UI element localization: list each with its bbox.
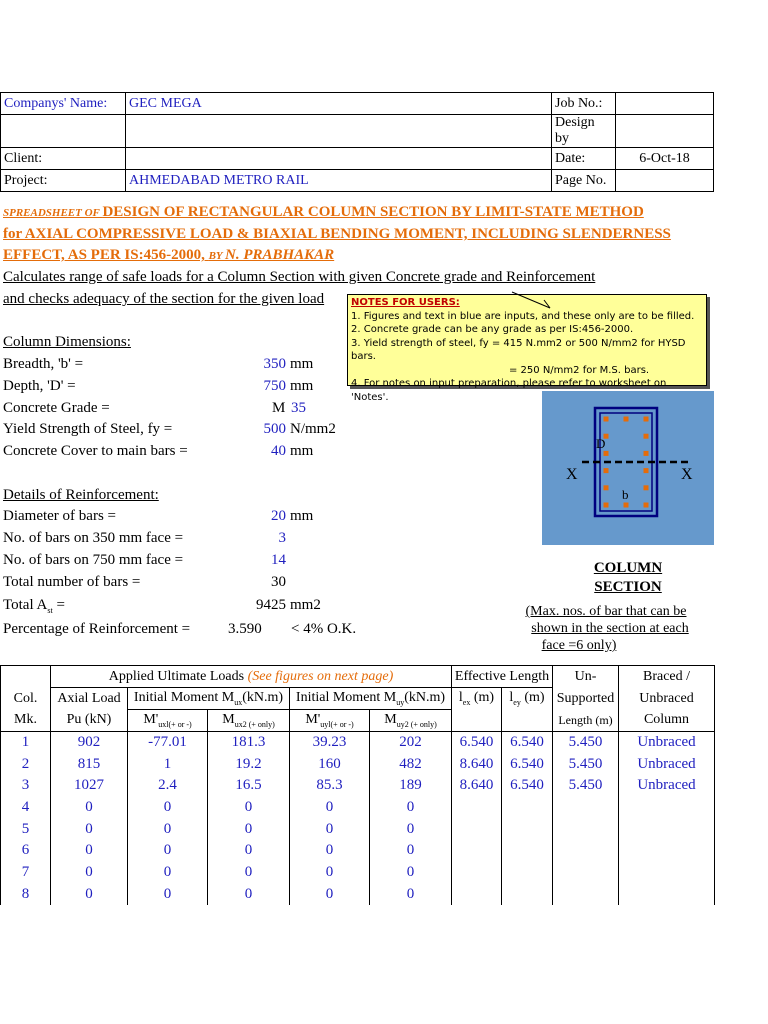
column-section-drawing [542, 391, 714, 545]
cell-mux1[interactable]: 0 [128, 862, 208, 884]
cell-braced[interactable]: Unbraced [619, 775, 715, 797]
cell-muy1[interactable]: 0 [290, 797, 370, 819]
applied-loads-header [51, 666, 452, 688]
bar-diameter-label: Diameter of bars = [3, 508, 116, 524]
description-line-1: Calculates range of safe loads for a Column Section with given Concrete grade and Reinforcement [3, 269, 596, 285]
cell-lun[interactable]: 5.450 [553, 775, 619, 797]
muy2-header-text: M [384, 712, 397, 728]
cell-lex[interactable] [452, 883, 502, 905]
bars-350-face-value[interactable]: 3 [278, 530, 286, 546]
cell-muy2[interactable]: 0 [370, 818, 452, 840]
cell-lex[interactable]: 8.640 [452, 753, 502, 775]
mk-header: Mk. [1, 710, 51, 732]
cell-lex[interactable] [452, 797, 502, 819]
cell-muy2[interactable]: 0 [370, 797, 452, 819]
cell-pu[interactable]: 902 [51, 732, 128, 754]
lex-header-blank [452, 710, 502, 732]
concrete-grade-label: Concrete Grade = [3, 400, 110, 416]
cell-lun[interactable] [553, 818, 619, 840]
design-label: Design by [552, 115, 616, 148]
table-row [1, 775, 715, 797]
cell-lex[interactable]: 6.540 [452, 732, 502, 754]
percentage-label: Percentage of Reinforcement = [3, 621, 191, 637]
notes-item-3: 3. Yield strength of steel, fy = 415 N.mm2 or 500 N/mm2 for HYSD bars. [351, 337, 686, 362]
cell-mux1[interactable]: -77.01 [128, 732, 208, 754]
ley-header-pre: l [509, 690, 514, 706]
cell-muy2[interactable]: 0 [370, 883, 452, 905]
cell-mk[interactable]: 2 [1, 753, 51, 775]
cell-mk[interactable]: 8 [1, 883, 51, 905]
rebar-dot [644, 451, 649, 456]
title-by: BY [208, 250, 225, 262]
bar-diameter-unit: mm [290, 508, 314, 524]
notes-item-3b: = 250 N/mm2 for M.S. bars. [509, 364, 650, 376]
notes-item-4: 4. For notes on input preparation, please refer to worksheet on 'Notes'. [351, 378, 667, 403]
table-row [1, 797, 715, 819]
company-spacer-value [126, 115, 552, 148]
cell-lun[interactable] [553, 797, 619, 819]
project-value[interactable]: AHMEDABAD METRO RAIL [126, 170, 552, 192]
bars-750-face-value[interactable]: 14 [271, 552, 286, 568]
cell-lun[interactable] [553, 840, 619, 862]
load-rows [1, 732, 715, 906]
cell-pu[interactable]: 0 [51, 797, 128, 819]
breadth-unit: mm [290, 356, 314, 372]
applied-loads-note: (See figures on next page) [247, 668, 394, 684]
applied-loads-title: Applied Ultimate Loads [108, 668, 248, 684]
ley-header-sub: ey [513, 698, 521, 708]
length-header: Length (m) [553, 710, 619, 732]
date-value[interactable]: 6-Oct-18 [616, 148, 714, 170]
cell-muy1[interactable]: 160 [290, 753, 370, 775]
cell-braced[interactable] [619, 862, 715, 884]
breadth-value[interactable]: 350 [263, 356, 286, 372]
rebar-dot [644, 468, 649, 473]
cell-mux2[interactable]: 0 [208, 840, 290, 862]
company-label: Companys' Name: [1, 93, 126, 115]
concrete-cover-label: Concrete Cover to main bars = [3, 443, 188, 459]
pu-header: Pu (kN) [51, 710, 128, 732]
client-label: Client: [1, 148, 126, 170]
cell-mux2[interactable]: 19.2 [208, 753, 290, 775]
description-line-2: and checks adequacy of the section for the given load [3, 291, 325, 307]
cell-lex[interactable] [452, 818, 502, 840]
applied-loads-table [0, 665, 715, 905]
muy1-header [290, 710, 370, 732]
muy1-header-sub: uyl(+ or -) [320, 719, 354, 729]
cell-lex[interactable]: 8.640 [452, 775, 502, 797]
job-label: Job No.: [552, 93, 616, 115]
cell-braced[interactable]: Unbraced [619, 753, 715, 775]
cell-mux1[interactable]: 0 [128, 883, 208, 905]
total-ast-label-post: = [52, 597, 65, 613]
mux-header-sub: ux [234, 697, 243, 707]
cell-ley[interactable] [502, 862, 553, 884]
title-line-1 [3, 204, 644, 221]
cell-mk[interactable]: 4 [1, 797, 51, 819]
company-spacer [1, 115, 126, 148]
braced-header-1: Braced / [619, 666, 715, 688]
percentage-value: 3.590 [228, 621, 262, 637]
project-label: Project: [1, 170, 126, 192]
lex-header-sub: ex [462, 698, 471, 708]
braced-header-2: Unbraced [619, 688, 715, 710]
cell-lun[interactable] [553, 862, 619, 884]
date-label: Date: [552, 148, 616, 170]
notes-pointer-arrow [510, 288, 555, 312]
depth-value[interactable]: 750 [263, 378, 286, 394]
column-section-svg [542, 391, 714, 545]
job-value[interactable] [616, 93, 714, 115]
title-prefix: SPREADSHEET OF [3, 207, 103, 219]
cell-ley[interactable] [502, 797, 553, 819]
label-x-left: X [566, 466, 578, 483]
depth-unit: mm [290, 378, 314, 394]
mux2-header-text: M [222, 712, 235, 728]
cell-muy1[interactable]: 39.23 [290, 732, 370, 754]
label-x-right: X [681, 466, 693, 483]
unsupported-header-2: Supported [553, 688, 619, 710]
cell-muy1[interactable]: 0 [290, 840, 370, 862]
cell-muy1[interactable]: 85.3 [290, 775, 370, 797]
rebar-dot [604, 417, 609, 422]
cell-braced[interactable]: Unbraced [619, 732, 715, 754]
rebar-dot [644, 485, 649, 490]
rebar-dot [644, 434, 649, 439]
notes-item-2: 2. Concrete grade can be any grade as per IS:456-2000. [351, 324, 634, 335]
page-label: Page No. [552, 170, 616, 192]
total-bars-value: 30 [271, 574, 286, 590]
cell-ley[interactable]: 6.540 [502, 753, 553, 775]
cell-mk[interactable]: 1 [1, 732, 51, 754]
column-dimensions-heading: Column Dimensions: [3, 334, 131, 350]
company-value[interactable]: GEC MEGA [126, 93, 552, 115]
client-value[interactable] [126, 148, 552, 170]
cell-muy2[interactable]: 0 [370, 862, 452, 884]
concrete-cover-value[interactable]: 40 [271, 443, 286, 459]
cell-lex[interactable] [452, 840, 502, 862]
cell-muy2[interactable]: 0 [370, 840, 452, 862]
yield-strength-value[interactable]: 500 [263, 421, 286, 437]
title-author: N. PRABHAKAR [224, 247, 335, 263]
rebar-dot [604, 451, 609, 456]
cell-lun[interactable]: 5.450 [553, 753, 619, 775]
total-ast-label [3, 597, 65, 615]
ley-header-unit: (m) [520, 690, 545, 706]
cell-pu[interactable]: 0 [51, 862, 128, 884]
title-text-3: EFFECT, AS PER IS:456-2000, [3, 247, 209, 263]
cell-pu[interactable]: 1027 [51, 775, 128, 797]
cell-mux2[interactable]: 181.3 [208, 732, 290, 754]
cell-pu[interactable]: 0 [51, 883, 128, 905]
cell-ley[interactable] [502, 818, 553, 840]
cell-braced[interactable] [619, 883, 715, 905]
ley-header-blank [502, 710, 553, 732]
table-row [1, 862, 715, 884]
notes-item-1: 1. Figures and text in blue are inputs, and these only are to be filled. [351, 310, 695, 322]
section-caption-2: SECTION [594, 579, 662, 595]
cell-lun[interactable] [553, 883, 619, 905]
reinforcement-heading: Details of Reinforcement: [3, 487, 159, 503]
cell-muy1[interactable]: 0 [290, 818, 370, 840]
muy-header-text: Initial Moment M [295, 690, 397, 706]
table-row [1, 732, 715, 754]
cell-lex[interactable] [452, 862, 502, 884]
rebar-dot [644, 417, 649, 422]
concrete-grade-prefix: M [272, 400, 286, 416]
rebar-dot [624, 503, 629, 508]
rebar-dot [624, 417, 629, 422]
lex-header [452, 688, 502, 710]
cell-muy2[interactable]: 202 [370, 732, 452, 754]
column-header: Column [619, 710, 715, 732]
rebar-dot [644, 503, 649, 508]
breadth-label: Breadth, 'b' = [3, 356, 84, 372]
title-line-3 [3, 247, 334, 264]
cell-ley[interactable] [502, 883, 553, 905]
cell-ley[interactable] [502, 840, 553, 862]
bars-350-face-label: No. of bars on 350 mm face = [3, 530, 184, 546]
cell-muy2[interactable]: 189 [370, 775, 452, 797]
cell-mux1[interactable]: 2.4 [128, 775, 208, 797]
total-bars-label: Total number of bars = [3, 574, 141, 590]
cell-braced[interactable] [619, 797, 715, 819]
cell-pu[interactable]: 0 [51, 840, 128, 862]
rebar-dot [604, 468, 609, 473]
cell-ley[interactable]: 6.540 [502, 775, 553, 797]
section-note-3: face =6 only) [541, 638, 617, 653]
cell-muy1[interactable]: 0 [290, 862, 370, 884]
depth-label: Depth, 'D' = [3, 378, 76, 394]
col-header-spacer [1, 666, 51, 688]
cell-mux1[interactable]: 0 [128, 818, 208, 840]
section-caption-1: COLUMN [593, 560, 663, 576]
table-row [1, 883, 715, 905]
project-header-table [0, 92, 714, 192]
mux-header-text: Initial Moment M [133, 690, 235, 706]
cell-mux2[interactable]: 0 [208, 818, 290, 840]
total-ast-value: 9425 [256, 597, 286, 613]
concrete-grade-value[interactable]: 35 [291, 400, 306, 416]
table-row [1, 840, 715, 862]
cell-muy1[interactable]: 0 [290, 883, 370, 905]
muy2-header-sub: uy2 (+ only) [396, 719, 437, 729]
yield-strength-unit: N/mm2 [290, 421, 336, 437]
label-d: D [596, 436, 606, 451]
cell-mux2[interactable]: 0 [208, 883, 290, 905]
concrete-cover-unit: mm [290, 443, 314, 459]
effective-length-header: Effective Length [452, 666, 553, 688]
mux-header [128, 688, 290, 710]
cell-mux2[interactable]: 0 [208, 797, 290, 819]
percentage-check: < 4% O.K. [291, 621, 357, 637]
col-header: Col. [1, 688, 51, 710]
table-row [1, 818, 715, 840]
muy-header [290, 688, 452, 710]
muy-header-unit: (kN.m) [404, 690, 446, 706]
mux1-header-text: M' [143, 712, 159, 728]
table-row [1, 753, 715, 775]
rebar-dot [604, 485, 609, 490]
mux1-header-sub: uxl(+ or -) [158, 719, 192, 729]
lex-header-unit: (m) [470, 690, 495, 706]
mux1-header [128, 710, 208, 732]
mux2-header [208, 710, 290, 732]
total-ast-label-sub: st [47, 606, 53, 615]
section-note-2: shown in the section at each [531, 621, 689, 636]
title-line-2: for AXIAL COMPRESSIVE LOAD & BIAXIAL BENDING MOMENT, INCLUDING SLENDERNESS [3, 226, 671, 242]
cell-mux2[interactable]: 16.5 [208, 775, 290, 797]
cell-mux2[interactable]: 0 [208, 862, 290, 884]
cell-mux1[interactable]: 0 [128, 840, 208, 862]
muy-header-sub: uy [396, 697, 405, 707]
rebar-dot [604, 503, 609, 508]
title-text-1: DESIGN OF RECTANGULAR COLUMN SECTION BY LIMIT-STATE METHOD [102, 204, 644, 220]
cell-mk[interactable]: 5 [1, 818, 51, 840]
cell-muy2[interactable]: 482 [370, 753, 452, 775]
total-ast-label-pre: Total A [3, 597, 48, 613]
page-value[interactable] [616, 170, 714, 192]
mux2-header-sub: ux2 (+ only) [234, 719, 275, 729]
unsupported-header-1: Un- [553, 666, 619, 688]
section-note-1: (Max. nos. of bar that can be [525, 604, 687, 619]
cell-ley[interactable]: 6.540 [502, 732, 553, 754]
cell-mk[interactable]: 3 [1, 775, 51, 797]
design-value[interactable] [616, 115, 714, 148]
total-ast-unit: mm2 [290, 597, 321, 613]
cell-lun[interactable]: 5.450 [553, 732, 619, 754]
cell-braced[interactable] [619, 840, 715, 862]
mux-header-unit: (kN.m) [242, 690, 284, 706]
bar-diameter-value[interactable]: 20 [271, 508, 286, 524]
axial-load-header: Axial Load [51, 688, 128, 710]
muy1-header-text: M' [305, 712, 321, 728]
cell-mk[interactable]: 6 [1, 840, 51, 862]
cell-mk[interactable]: 7 [1, 862, 51, 884]
cell-pu[interactable]: 815 [51, 753, 128, 775]
cell-pu[interactable]: 0 [51, 818, 128, 840]
ley-header [502, 688, 553, 710]
cell-mux1[interactable]: 0 [128, 797, 208, 819]
bars-750-face-label: No. of bars on 750 mm face = [3, 552, 184, 568]
cell-braced[interactable] [619, 818, 715, 840]
muy2-header [370, 710, 452, 732]
cell-mux1[interactable]: 1 [128, 753, 208, 775]
lex-header-pre: l [458, 690, 463, 706]
yield-strength-label: Yield Strength of Steel, fy = [3, 421, 173, 437]
notes-heading: NOTES FOR USERS: [351, 297, 460, 308]
label-b: b [622, 487, 629, 502]
